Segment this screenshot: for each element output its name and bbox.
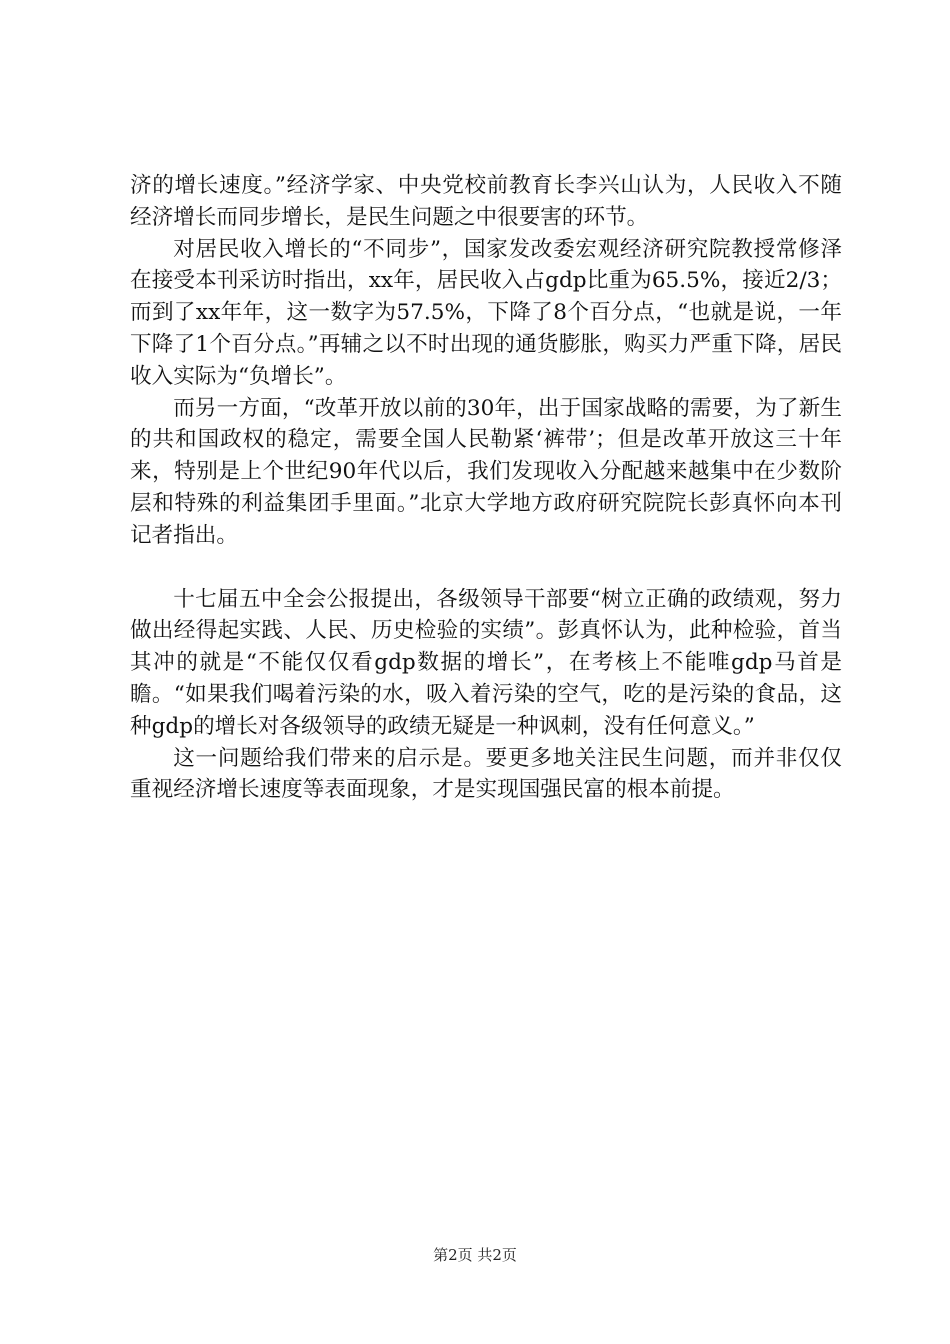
page-number-footer: 第2页 共2页	[433, 1246, 517, 1264]
document-body	[130, 170, 842, 806]
paragraph-4: 十七届五中全会公报提出，各级领导干部要“树立正确的政绩观，努力做出经得起实践、人民、历史检验的实绩”。彭真怀认为，此种检验，首当其冲的就是“不能仅仅看gdp数据的增长”，在考核上不能唯gdp马首是瞻。“如果我们喝着污染的水，吸入着污染的空气，吃的是污染的食品，这种gdp的增长对各级领导的政绩无疑是一种讽刺，没有任何意义。”	[130, 586, 842, 739]
paragraph-1: 济的增长速度。”经济学家、中央党校前教育长李兴山认为，人民收入不随经济增长而同步增长，是民生问题之中很要害的环节。	[130, 173, 842, 230]
paragraph-2: 对居民收入增长的“不同步”，国家发改委宏观经济研究院教授常修泽在接受本刊采访时指出，xx年，居民收入占gdp比重为65.5%，接近2/3；而到了xx年年，这一数字为57.5%，下降了8个百分点，“也就是说，一年下降了1个百分点。”再辅之以不时出现的通货膨胀，购买力严重下降，居民收入实际为“负增长”。	[130, 236, 842, 389]
paragraph-3: 而另一方面，“改革开放以前的30年，出于国家战略的需要，为了新生的共和国政权的稳定，需要全国人民勒紧‘裤带’；但是改革开放这三十年来，特别是上个世纪90年代以后，我们发现收入分配越来越集中在少数阶层和特殊的利益集团手里面。”北京大学地方政府研究院院长彭真怀向本刊记者指出。	[130, 395, 842, 548]
paragraph-5: 这一问题给我们带来的启示是。要更多地关注民生问题，而并非仅仅重视经济增长速度等表面现象，才是实现国强民富的根本前提。	[130, 745, 842, 803]
